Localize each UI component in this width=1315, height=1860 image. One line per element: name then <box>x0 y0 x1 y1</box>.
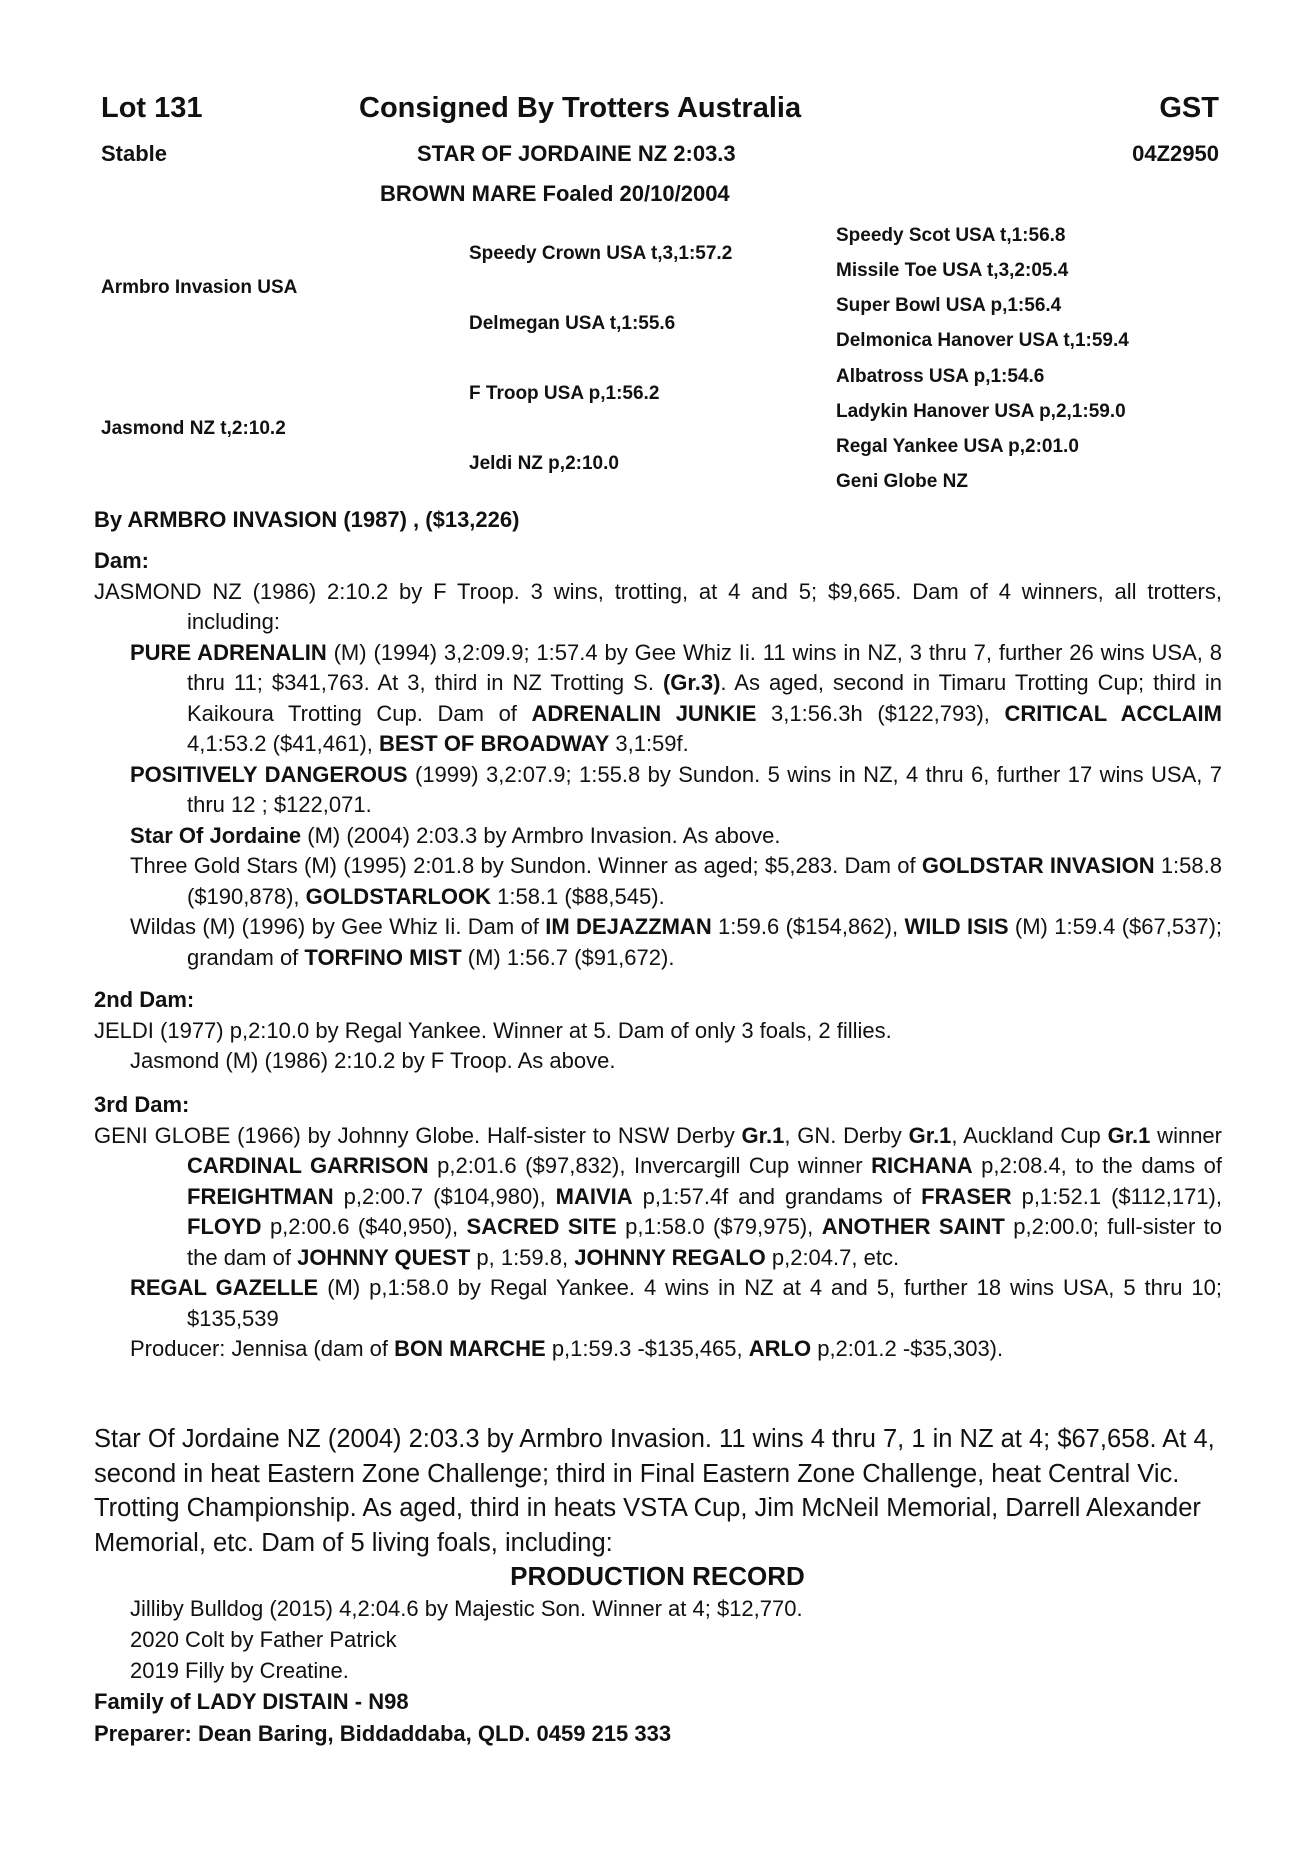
pedigree-sire: Armbro Invasion USA <box>101 277 298 298</box>
production-item: 2020 Colt by Father Patrick <box>130 1627 397 1652</box>
horse-name: STAR OF JORDAINE NZ 2:03.3 <box>417 141 736 166</box>
pedigree-g1: Speedy Scot USA t,1:56.8 <box>836 225 1066 246</box>
third-dam-progeny-1: REGAL GAZELLE (M) p,1:58.0 by Regal Yankee. 4 wins in NZ at 4 and 5, further 18 wins USA, 5 thru 10; $135,539 <box>130 1275 1222 1331</box>
pedigree-g6: Ladykin Hanover USA p,2,1:59.0 <box>836 401 1126 422</box>
summary-paragraph: Star Of Jordaine NZ (2004) 2:03.3 by Armbro Invasion. 11 wins 4 thru 7, 1 in NZ at 4; $67,658. At 4, second in heat Eastern Zone Challenge; third in Final Eastern Zone Challenge, heat Central Vic. Trotting Championship. As aged, third in heats VSTA Cup, Jim McNeil Memorial, Darrell Alexander Memorial, etc. Dam of 5 living foals, including: <box>94 1425 1215 1557</box>
pedigree-g2: Missile Toe USA t,3,2:05.4 <box>836 260 1069 281</box>
second-dam-progeny-1: Jasmond (M) (1986) 2:10.2 by F Troop. As above. <box>130 1048 616 1073</box>
horse-description: BROWN MARE Foaled 20/10/2004 <box>380 181 730 206</box>
production-record-title: PRODUCTION RECORD <box>510 1561 805 1591</box>
second-dam-section <box>94 985 1222 1077</box>
lot-code: 04Z2950 <box>1132 141 1219 166</box>
pedigree-sire-sire: Speedy Crown USA t,3,1:57.2 <box>469 243 733 264</box>
pedigree-g5: Albatross USA p,1:54.6 <box>836 366 1045 387</box>
third-dam-producer: Producer: Jennisa (dam of BON MARCHE p,1:59.3 -$135,465, ARLO p,2:01.2 -$35,303). <box>130 1336 1004 1361</box>
pedigree-sire-dam: Delmegan USA t,1:55.6 <box>469 313 676 334</box>
stable-label: Stable <box>101 141 168 166</box>
third-dam-section <box>94 1090 1222 1365</box>
consignor: Consigned By Trotters Australia <box>359 92 802 124</box>
pedigree-dam-sire: F Troop USA p,1:56.2 <box>469 383 660 404</box>
production-item: 2019 Filly by Creatine. <box>130 1658 349 1683</box>
dam-intro: JASMOND NZ (1986) 2:10.2 by F Troop. 3 wins, trotting, at 4 and 5; $9,665. Dam of 4 winners, all trotters, including: <box>94 578 1222 634</box>
pedigree-g7: Regal Yankee USA p,2:01.0 <box>836 436 1079 457</box>
second-dam-intro: JELDI (1977) p,2:10.0 by Regal Yankee. Winner at 5. Dam of only 3 foals, 2 fillies. <box>94 1017 892 1043</box>
lot-number: Lot 131 <box>101 92 203 124</box>
third-dam-intro: GENI GLOBE (1966) by Johnny Globe. Half-sister to NSW Derby Gr.1, GN. Derby Gr.1, Auckland Cup Gr.1 winner CARDINAL GARRISON p,2:01.6 ($97,832), Invercargill Cup winner RICHANA p,2:08.4, to the dams of FREIGHTMAN p,2:00.7 ($104,980), MAIVIA p,1:57.4f and grandams of FRASER p,1:52.1 ($112,171), FLOYD p,2:00.6 ($40,950), SACRED SITE p,1:58.0 ($79,975), ANOTHER SAINT p,2:00.0; full-sister to the dam of JOHNNY QUEST p, 1:59.8, JOHNNY REGALO p,2:04.7, etc. <box>94 1122 1223 1270</box>
pedigree-dam-dam: Jeldi NZ p,2:10.0 <box>469 453 619 474</box>
dam-progeny-3: Star Of Jordaine (M) (2004) 2:03.3 by Armbro Invasion. As above. <box>130 822 781 848</box>
pedigree-g8: Geni Globe NZ <box>836 471 968 492</box>
preparer-line: Preparer: Dean Baring, Biddaddaba, QLD. 0459 215 333 <box>94 1721 672 1746</box>
dam-progeny-2: POSITIVELY DANGEROUS (1999) 3,2:07.9; 1:55.8 by Sundon. 5 wins in NZ, 4 thru 6, further 17 wins USA, 7 thru 12 ; $122,071. <box>130 761 1222 817</box>
second-dam-title: 2nd Dam: <box>94 987 195 1012</box>
production-item: Jilliby Bulldog (2015) 4,2:04.6 by Majestic Son. Winner at 4; $12,770. <box>130 1596 803 1621</box>
pedigree-g4: Delmonica Hanover USA t,1:59.4 <box>836 330 1129 351</box>
dam-progeny-4: Three Gold Stars (M) (1995) 2:01.8 by Sundon. Winner as aged; $5,283. Dam of GOLDSTAR INVASION 1:58.8 ($190,878), GOLDSTARLOOK 1:58.1 ($88,545). <box>130 853 1222 909</box>
pedigree-dam: Jasmond NZ t,2:10.2 <box>101 418 286 439</box>
gst-label: GST <box>1159 92 1219 124</box>
sire-line: By ARMBRO INVASION (1987) , ($13,226) <box>94 507 520 532</box>
dam-progeny-5: Wildas (M) (1996) by Gee Whiz Ii. Dam of IM DEJAZZMAN 1:59.6 ($154,862), WILD ISIS (M) 1:59.4 ($67,537); grandam of TORFINO MIST (M) 1:56.7 ($91,672). <box>130 914 1223 970</box>
dam-progeny-1: PURE ADRENALIN (M) (1994) 3,2:09.9; 1:57.4 by Gee Whiz Ii. 11 wins in NZ, 3 thru 7, further 26 wins USA, 8 thru 11; $341,763. At 3, third in NZ Trotting S. (Gr.3). As aged, second in Timaru Trotting Cup; third in Kaikoura Trotting Cup. Dam of ADRENALIN JUNKIE 3,1:56.3h ($122,793), CRITICAL ACCLAIM 4,1:53.2 ($41,461), BEST OF BROADWAY 3,1:59f. <box>130 639 1222 756</box>
dam-section <box>94 546 1222 973</box>
dam-title: Dam: <box>94 548 150 573</box>
third-dam-title: 3rd Dam: <box>94 1092 190 1117</box>
family-line: Family of LADY DISTAIN - N98 <box>94 1689 409 1714</box>
pedigree-g3: Super Bowl USA p,1:56.4 <box>836 295 1062 316</box>
